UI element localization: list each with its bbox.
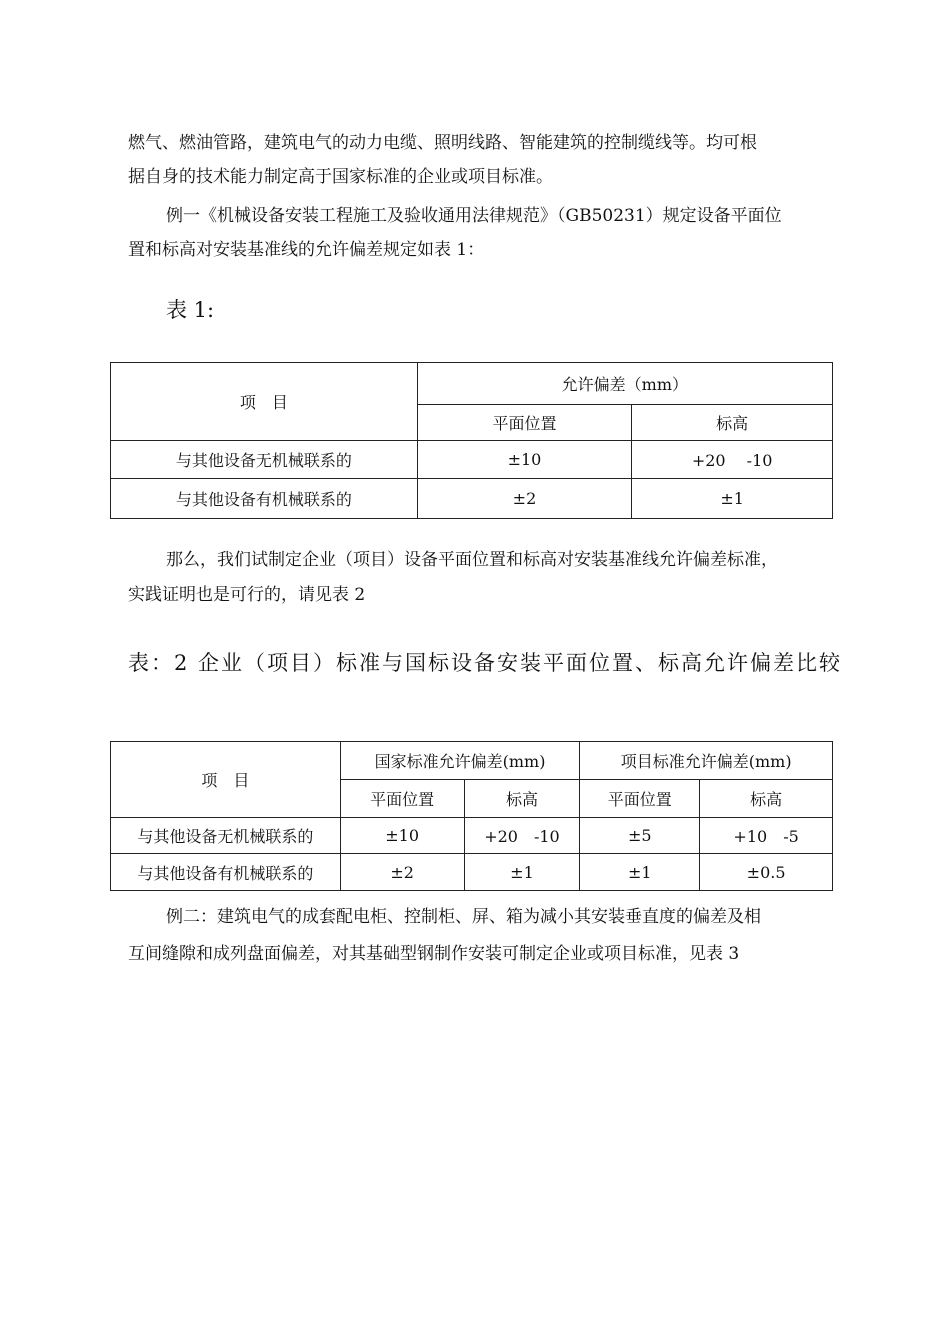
paragraph-line: 据自身的技术能力制定高于国家标准的企业或项目标准。	[128, 167, 553, 187]
table-row	[111, 479, 833, 519]
table2-header-project-elevation: 标高	[700, 780, 833, 818]
table2-cell-project-elevation: +10 -5	[700, 818, 833, 854]
table1-header-item: 项 目	[111, 363, 418, 441]
paragraph-line: 互间缝隙和成列盘面偏差，对其基础型钢制作安装可制定企业或项目标准，见表 3	[128, 944, 740, 964]
table2-header-project-plane: 平面位置	[580, 780, 700, 818]
table1-cell-item: 与其他设备无机械联系的	[111, 441, 418, 479]
table1-cell-elevation: +20 -10	[632, 441, 833, 479]
table2-header-item: 项 目	[111, 742, 341, 818]
table1-cell-plane: ±10	[417, 441, 632, 479]
paragraph-line: 置和标高对安装基准线的允许偏差规定如表 1：	[128, 240, 485, 260]
table2-cell-national-plane: ±10	[340, 818, 464, 854]
table1	[110, 362, 833, 519]
table2-header-project: 项目标准允许偏差(mm)	[580, 742, 833, 780]
paragraph-line: 实践证明也是可行的，请见表 2	[128, 585, 366, 605]
table1-cell-elevation: ±1	[632, 479, 833, 519]
table2-cell-project-elevation: ±0.5	[700, 854, 833, 891]
table1-header-elevation: 标高	[632, 405, 833, 441]
table2-cell-national-elevation: ±1	[464, 854, 580, 891]
paragraph-line: 例二：建筑电气的成套配电柜、控制柜、屏、箱为减小其安装垂直度的偏差及相	[166, 907, 761, 927]
table2-header-national: 国家标准允许偏差(mm)	[340, 742, 580, 780]
table1-cell-item: 与其他设备有机械联系的	[111, 479, 418, 519]
table-row	[111, 854, 833, 891]
table2-cell-national-plane: ±2	[340, 854, 464, 891]
table2-cell-item: 与其他设备无机械联系的	[111, 818, 341, 854]
table2-cell-item: 与其他设备有机械联系的	[111, 854, 341, 891]
table1-header-plane: 平面位置	[417, 405, 632, 441]
table2-cell-project-plane: ±5	[580, 818, 700, 854]
table2-header-national-plane: 平面位置	[340, 780, 464, 818]
paragraph-line: 例一《机械设备安装工程施工及验收通用法律规范》（GB50231）规定设备平面位	[166, 206, 782, 226]
table2	[110, 741, 833, 891]
table-row	[111, 818, 833, 854]
table2-cell-national-elevation: +20 -10	[464, 818, 580, 854]
table2-caption: 表：2 企业（项目）标准与国标设备安装平面位置、标高允许偏差比较	[128, 651, 843, 675]
table1-cell-plane: ±2	[417, 479, 632, 519]
paragraph-line: 那么，我们试制定企业（项目）设备平面位置和标高对安装基准线允许偏差标准，	[166, 550, 778, 570]
table1-header-group: 允许偏差（mm）	[417, 363, 832, 405]
table-row	[111, 441, 833, 479]
table2-cell-project-plane: ±1	[580, 854, 700, 891]
table2-header-national-elevation: 标高	[464, 780, 580, 818]
table1-caption: 表 1:	[166, 298, 215, 322]
paragraph-line: 燃气、燃油管路，建筑电气的动力电缆、照明线路、智能建筑的控制缆线等。均可根	[128, 133, 757, 153]
